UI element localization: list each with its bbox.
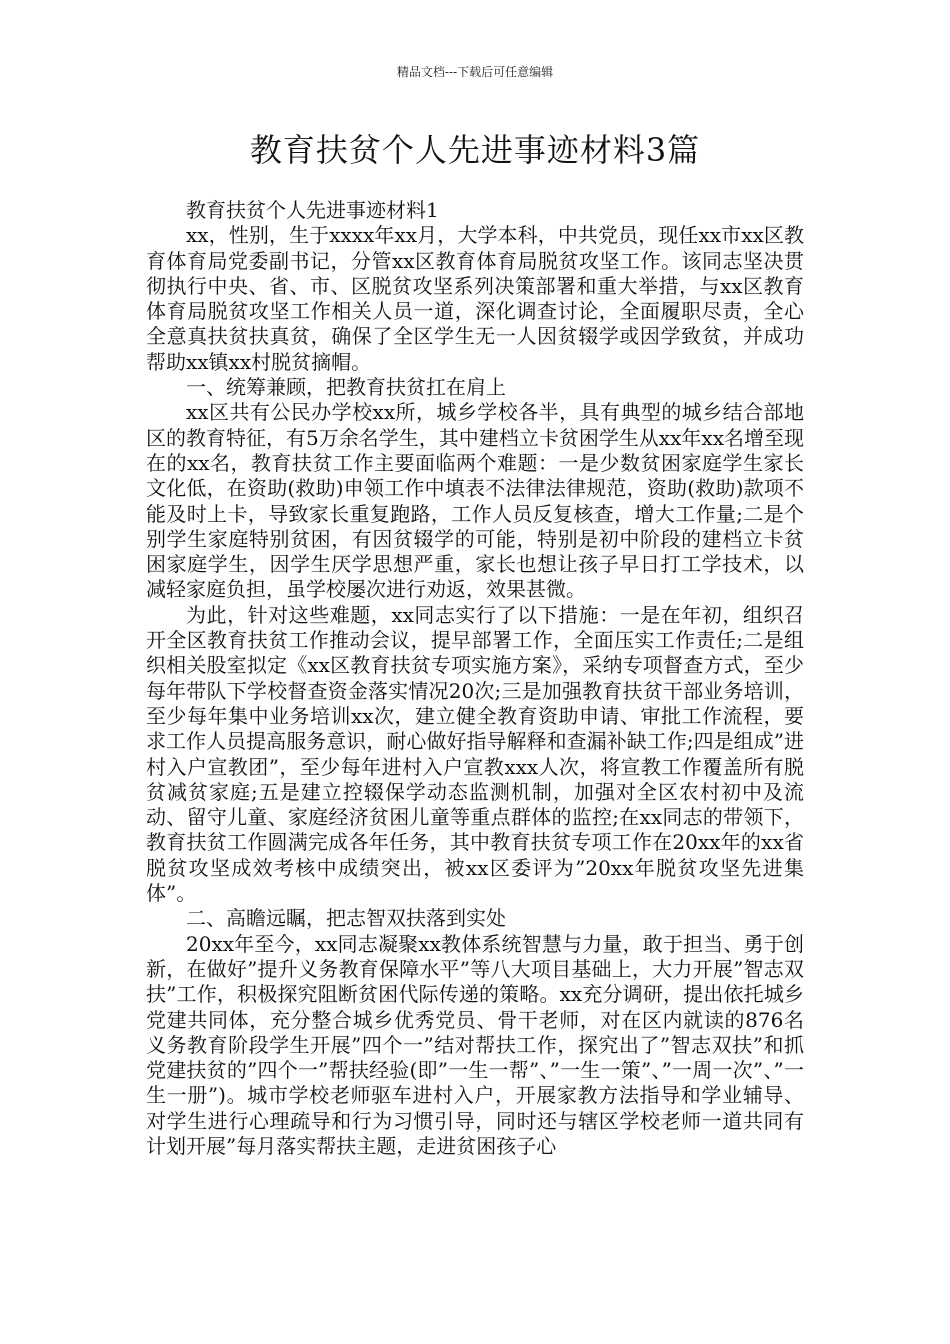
body-paragraph: 20xx年至今，xx同志凝聚xx教体系统智慧与力量，敢于担当、勇于创新，在做好”提升义务教育保障水平”等八大项目基础上，大力开展”智志双扶”工作，积极探究阻断贫困代际传递的策略。xx充分调研，提出依托城乡党建共同体，充分整合城乡优秀党员、骨干老师，对在区内就读的876名义务教育阶段学生开展”四个一”结对帮扶工作，探究出了”智志双扶”和抓党建扶贫的”四个一”帮扶经验(即”一生一帮”、”一生一策”、”一周一次”、”一生一册”)。城市学校老师驱车进村入户，开展家教方法指导和学业辅导、对学生进行心理疏导和行为习惯引导，同时还与辖区学校老师一道共同有计划开展”每月落实帮扶主题，走进贫困孩子心: [146, 931, 804, 1158]
section-subtitle: 教育扶贫个人先进事迹材料1: [186, 198, 439, 222]
body-paragraph: 为此，针对这些难题，xx同志实行了以下措施：一是在年初，组织召开全区教育扶贫工作推动会议，提早部署工作，全面压实工作责任;二是组织相关股室拟定《xx区教育扶贫专项实施方案》，采纳专项督查方式，至少每年带队下学校督查资金落实情况20次;三是加强教育扶贫干部业务培训，至少每年集中业务培训xx次，建立健全教育资助申请、审批工作流程，要求工作人员提高服务意识，耐心做好指导解释和查漏补缺工作;四是组成”进村入户宣教团”，至少每年进村入户宣教xxx人次，将宣教工作覆盖所有脱贫减贫家庭;五是建立控辍保学动态监测机制，加强对全区农村初中及流动、留守儿童、家庭经济贫困儿童等重点群体的监控;在xx同志的带领下，教育扶贫工作圆满完成各年任务，其中教育扶贫专项工作在20xx年的xx省脱贫攻坚成效考核中成绩突出，被xx区委评为”20xx年脱贫攻坚先进集体”。: [146, 602, 804, 906]
section-heading: 二、高瞻远瞩，把志智双扶落到实处: [186, 906, 506, 931]
page-header: 精品文档---下载后可任意编辑: [396, 65, 554, 79]
document-body: [146, 198, 804, 1159]
body-paragraph: xx区共有公民办学校xx所，城乡学校各半，具有典型的城乡结合部地区的教育特征，有5万余名学生，其中建档立卡贫困学生从xx年xx名增至现在的xx名，教育扶贫工作主要面临两个难题：一是少数贫困家庭学生家长文化低，在资助(救助)申领工作中填表不法律法律规范，资助(救助)款项不能及时上卡，导致家长重复跑路，工作人员反复核查，增大工作量;二是个别学生家庭特别贫困，有因贫辍学的可能，特别是初中阶段的建档立卡贫困家庭学生，因学生厌学思想严重，家长也想让孩子早日打工学技术，以减轻家庭负担，虽学校屡次进行劝返，效果甚微。: [146, 400, 804, 602]
section-heading: 一、统筹兼顾，把教育扶贫扛在肩上: [186, 375, 506, 400]
document-title: 教育扶贫个人先进事迹材料3篇: [249, 131, 701, 169]
body-paragraph: xx，性别，生于xxxx年xx月，大学本科，中共党员，现任xx市xx区教育体育局党委副书记，分管xx区教育体育局脱贫攻坚工作。该同志坚决贯彻执行中央、省、市、区脱贫攻坚系列决策部署和重大举措，与xx区教育体育局脱贫攻坚工作相关人员一道，深化调查讨论，全面履职尽责，全心全意真扶贫扶真贫，确保了全区学生无一人因贫辍学或因学致贫，并成功帮助xx镇xx村脱贫摘帽。: [146, 223, 804, 374]
